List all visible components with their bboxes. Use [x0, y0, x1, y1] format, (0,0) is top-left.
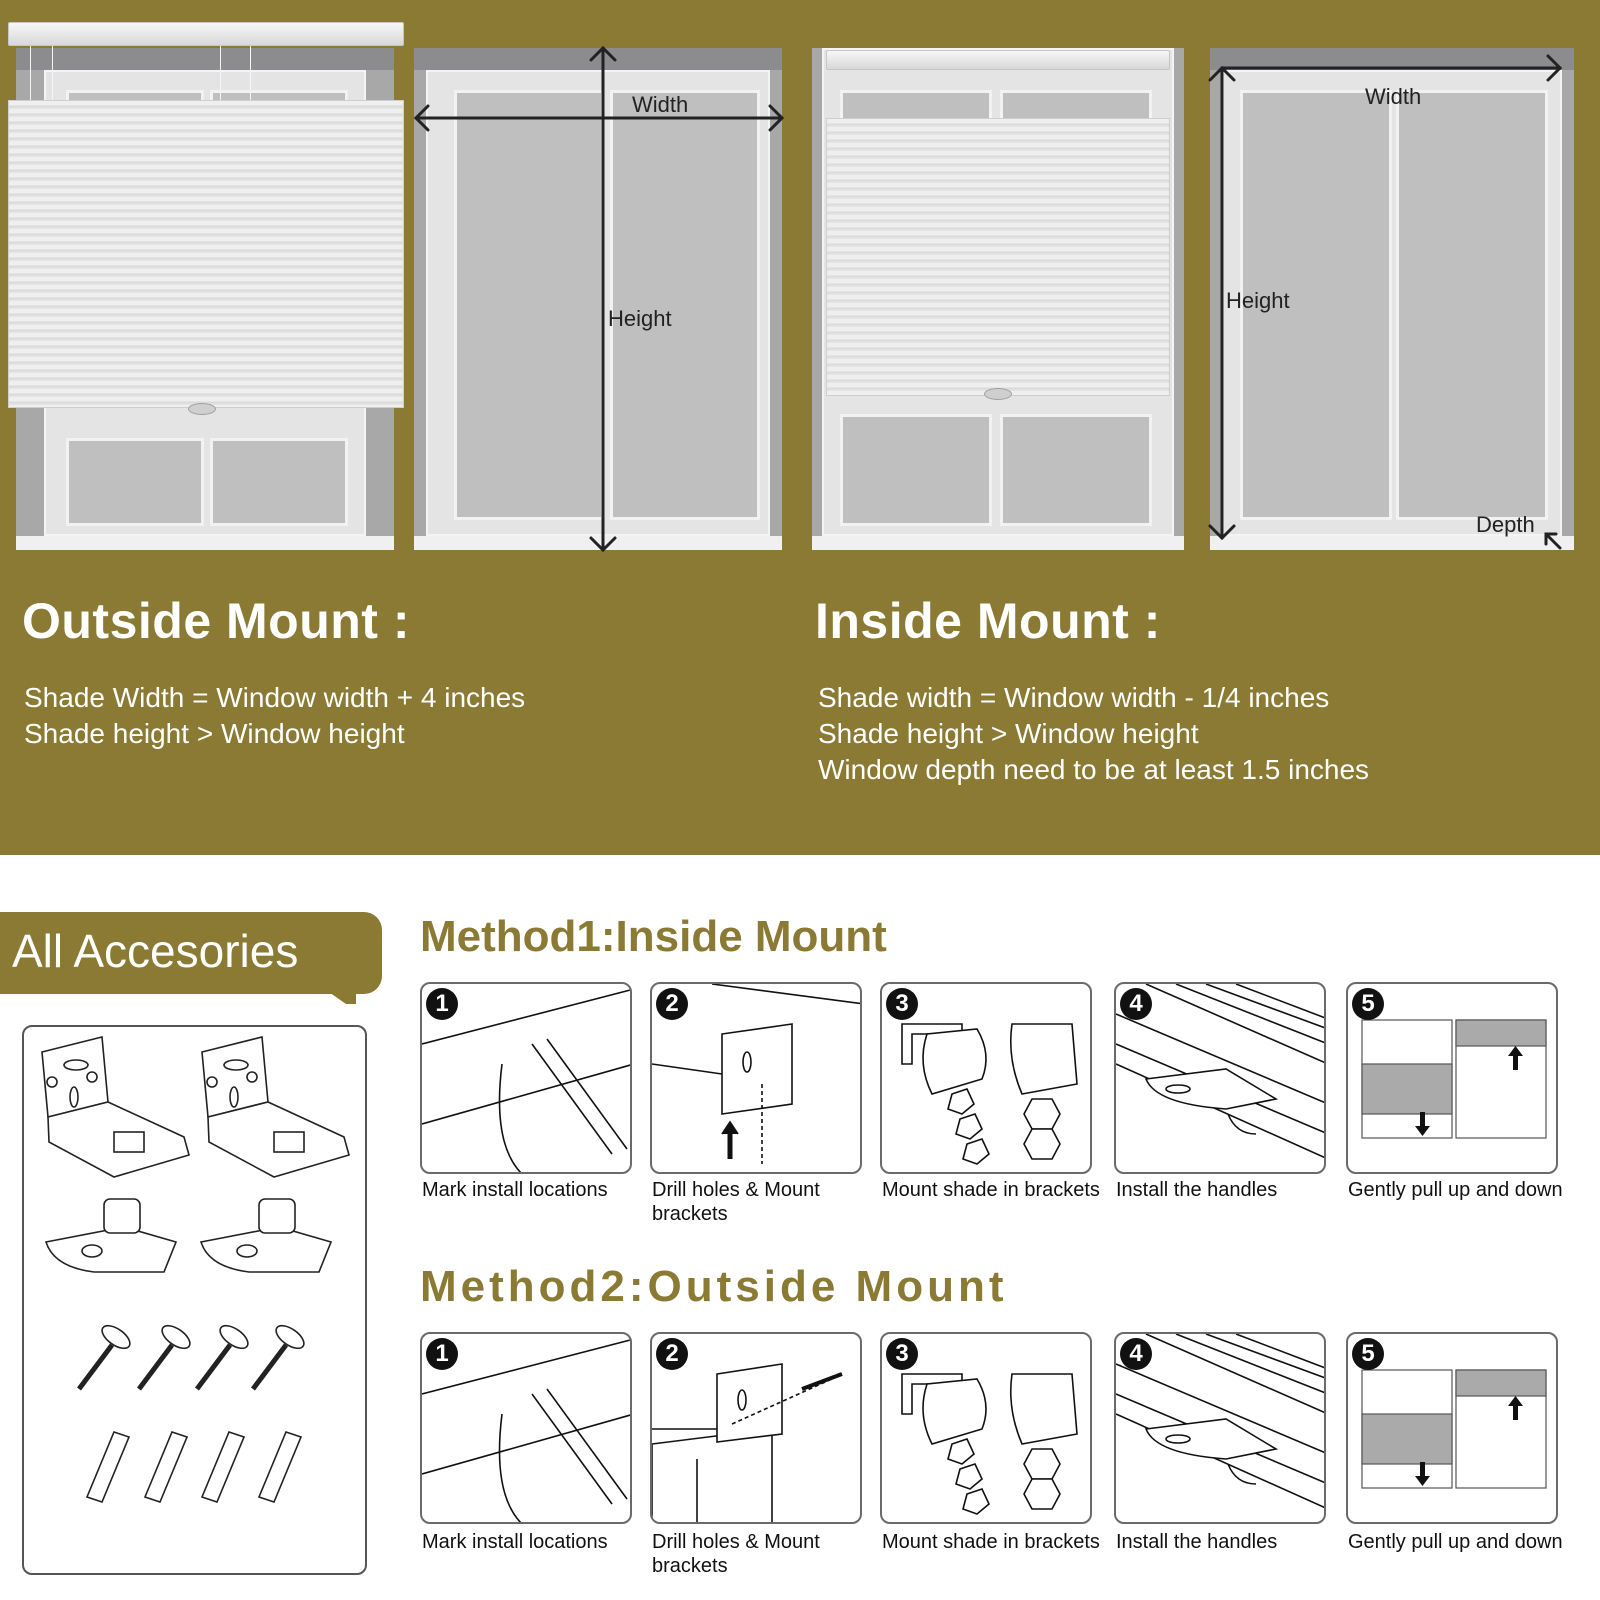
screw-icon	[197, 1321, 252, 1389]
step-number-badge: 4	[1120, 1338, 1152, 1370]
window-sill	[812, 536, 1184, 550]
accessories-illustration	[24, 1027, 369, 1577]
cord	[30, 46, 31, 106]
method1-step-2	[650, 982, 862, 1174]
step-number-badge: 2	[656, 1338, 688, 1370]
method1-step-3	[880, 982, 1092, 1174]
handle-icon	[201, 1199, 331, 1272]
accessories-title: All Accesories	[12, 925, 299, 977]
method2-title: Method2:Outside Mount	[420, 1262, 1008, 1311]
step-number-badge: 5	[1352, 988, 1384, 1020]
step-label: Gently pull up and down	[1348, 1179, 1563, 1201]
rule-line: Shade height > Window height	[818, 718, 1199, 749]
window-pane	[610, 90, 760, 520]
step-label: Drill holes & Mount brackets	[652, 1531, 820, 1577]
anchor-icon	[145, 1432, 187, 1502]
headrail	[8, 22, 404, 46]
window-pane	[210, 438, 348, 526]
anchor-icon	[202, 1432, 244, 1502]
step-number-badge: 3	[886, 988, 918, 1020]
bracket-icon	[42, 1037, 189, 1177]
window-pane	[1396, 90, 1548, 520]
anchor-icon	[259, 1432, 301, 1502]
method2-step-2	[650, 1332, 862, 1524]
window-pane	[454, 90, 604, 520]
inside-width-label: Width	[1365, 84, 1422, 109]
window-sill	[1210, 536, 1574, 550]
inside-mount-title: Inside Mount :	[815, 593, 1161, 649]
screw-icon	[139, 1321, 194, 1389]
cord	[250, 46, 251, 106]
step-label: Mount shade in brackets	[882, 1179, 1100, 1201]
step-number-badge: 2	[656, 988, 688, 1020]
cord	[220, 46, 221, 106]
inside-mount-rules	[818, 680, 1369, 788]
step-label: Mount shade in brackets	[882, 1531, 1100, 1553]
bracket-icon	[202, 1037, 349, 1177]
method1-step-5	[1346, 982, 1558, 1174]
step-label: Drill holes & Mount brackets	[652, 1179, 820, 1225]
method2-step-3	[880, 1332, 1092, 1524]
cellular-shade	[8, 100, 404, 408]
shade-handle	[188, 403, 216, 415]
window-sill	[414, 536, 782, 550]
window-pane	[840, 414, 992, 526]
rule-line: Shade height > Window height	[24, 718, 405, 749]
rule-line: Shade Width = Window width + 4 inches	[24, 682, 526, 713]
outside-measure-window-illustration	[414, 48, 782, 550]
step-number-badge: 1	[426, 1338, 458, 1370]
step-label: Mark install locations	[422, 1179, 608, 1201]
step-number-badge: 1	[426, 988, 458, 1020]
headrail	[826, 50, 1170, 70]
inside-height-label: Height	[1226, 288, 1290, 313]
step-label: Install the handles	[1116, 1179, 1278, 1201]
anchor-icon	[87, 1432, 129, 1502]
method1-step-1	[420, 982, 632, 1174]
outside-width-label: Width	[632, 92, 689, 117]
method2-step-1	[420, 1332, 632, 1524]
method1-title: Method1:Inside Mount	[420, 912, 887, 961]
inside-depth-label: Depth	[1476, 512, 1535, 537]
outside-mount-title: Outside Mount :	[22, 593, 410, 649]
accessories-panel	[22, 1025, 367, 1575]
handle-icon	[46, 1199, 176, 1272]
window-pane	[1000, 414, 1152, 526]
window-sill	[16, 536, 394, 550]
shade-handle	[984, 388, 1012, 400]
screw-icon	[253, 1321, 308, 1389]
step-label: Mark install locations	[422, 1531, 608, 1553]
outside-mount-rules	[24, 680, 525, 752]
outside-height-label: Height	[608, 306, 672, 331]
step-number-badge: 3	[886, 1338, 918, 1370]
window-pane	[66, 438, 204, 526]
step-number-badge: 5	[1352, 1338, 1384, 1370]
cellular-shade	[826, 118, 1170, 396]
window-recess	[1210, 48, 1574, 70]
method1-step-4	[1114, 982, 1326, 1174]
cord	[52, 46, 53, 106]
step-number-badge: 4	[1120, 988, 1152, 1020]
step-label: Install the handles	[1116, 1531, 1278, 1553]
method2-step-4	[1114, 1332, 1326, 1524]
rule-line: Window depth need to be at least 1.5 inches	[818, 754, 1370, 785]
accessories-tab-pointer	[326, 990, 356, 1004]
method2-step-5	[1346, 1332, 1558, 1524]
step-label: Gently pull up and down	[1348, 1531, 1563, 1553]
window-recess	[414, 48, 782, 70]
rule-line: Shade width = Window width - 1/4 inches	[818, 682, 1330, 713]
window-recess	[16, 48, 394, 70]
screw-icon	[79, 1321, 134, 1389]
